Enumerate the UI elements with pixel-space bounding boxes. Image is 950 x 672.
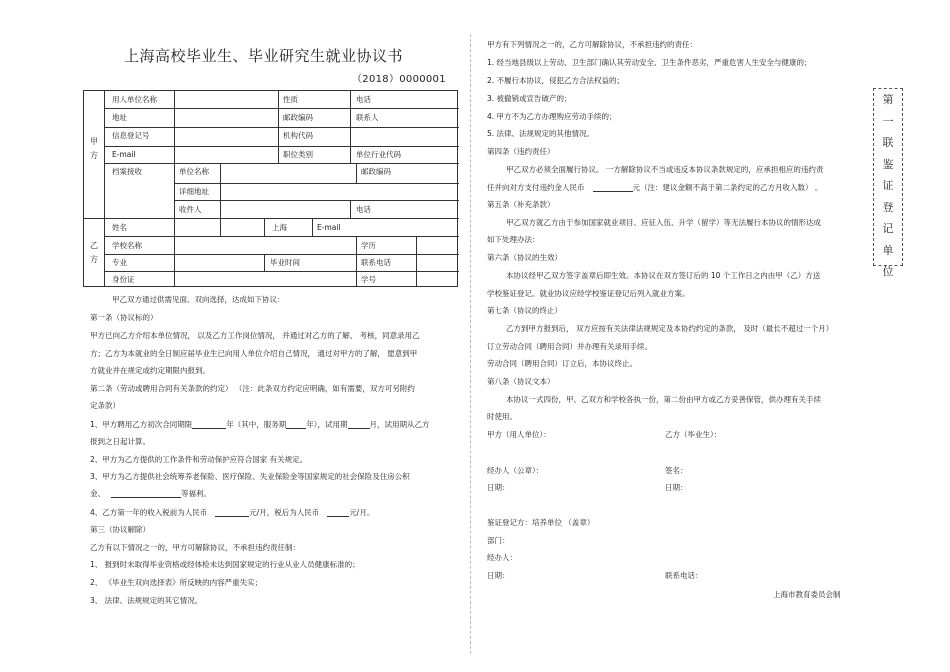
article-2-heading: 第二条（劳动或聘用合同有关条款的约定） （注：此条双方约定应明确，如有需要，双方可另附约 [90, 384, 415, 393]
certification-unit: 鉴证登记方：培养单位 （盖章） [487, 518, 595, 527]
label-archive-postcode: 邮政编码 [361, 167, 391, 176]
party-a-breach-3: 3. 被撤销或宣告破产的； [487, 94, 572, 103]
label-registration-no: 信息登记号 [112, 131, 150, 140]
article-5-line-2: 如下处理办法： [487, 235, 540, 244]
label-phone: 电话 [356, 95, 371, 104]
label-degree: 学历 [361, 241, 376, 250]
party-a-breach-4: 4. 甲方不为乙方办理购应劳动手续的； [487, 112, 617, 121]
label-archive-address: 详细地址 [179, 187, 209, 196]
party-a-breach-1: 1. 经当地县级以上劳动、卫生部门确认其劳动安全、卫生条件恶劣，严重危害人生安全与健康的； [487, 58, 812, 67]
issuer-text: 上海市教育委员会制 [773, 590, 841, 599]
article-5-line-1: 甲乙双方就乙方由于参加国家就业项目、应征入伍、升学（留学）等无法履行本协议的情形达成 [506, 218, 821, 227]
article-2-item-1-cont: 报到之日起计算。 [90, 437, 150, 446]
copy-label-char: 鉴 [882, 157, 894, 171]
agent-seal-label: 经办人（公章）： [487, 466, 544, 475]
label-email-b: E-mail [317, 223, 341, 232]
article-5-heading: 第五条（补充条款） [487, 200, 555, 209]
label-contact: 联系人 [356, 113, 379, 122]
label-address: 地址 [112, 113, 127, 122]
intro-text: 甲乙双方通过供需见面、双向选择，达成如下协议： [112, 295, 285, 304]
copy-label-char: 第 [882, 93, 894, 106]
label-graduation-time: 毕业时间 [270, 258, 300, 267]
signature-party-b: 乙方（毕业生）： [665, 430, 722, 439]
copy-label-char: 记 [882, 222, 894, 235]
article-1-line-3: 方就业并在规定或约定期限内报到。 [90, 366, 210, 375]
article-4-line-2: 任并向对方支付违约金人民币 元（注：建议金额不高于第二条约定的乙方月收入数） 。 [487, 183, 823, 192]
signature-label: 签名： [665, 466, 688, 475]
article-2-item-2: 2、甲方为乙方提供的工作条件和劳动保护应符合国家 有关规定。 [90, 455, 308, 464]
party-a-breach-2: 2. 不履行本协议，侵犯乙方合法权益的； [487, 76, 625, 85]
copy-label-char: 登 [882, 200, 894, 214]
signature-party-a: 甲方（用人单位）： [487, 430, 551, 439]
label-postcode: 邮政编码 [283, 113, 313, 122]
article-7-line-2: 订立劳动合同（聘用合同）并办理有关录用手续。 [487, 342, 652, 351]
label-archive-phone: 电话 [356, 205, 371, 214]
article-6-heading: 第六条（协议的生效） [487, 253, 562, 262]
label-email-a: E-mail [112, 150, 136, 159]
date-label-a: 日期： [487, 483, 510, 492]
label-contact-phone: 联系电话 [361, 258, 391, 267]
article-4-line-1: 甲乙双方必须全面履行协议。 一方解除协议不当或违反本协议条款规定的，应承担相应的违约责 [506, 165, 824, 174]
copy-label-char: 单 [882, 243, 894, 257]
copy-label-char: 位 [882, 265, 894, 278]
label-archive-receiver: 收件人 [179, 205, 202, 214]
article-1-line-1: 甲方已向乙方介绍本单位情况， 以及乙方工作岗位情况， 并通过对乙方的了解、 考核，同意录用乙 [90, 331, 420, 340]
copy-label-char: 一 [882, 114, 894, 128]
copy-label-box [873, 88, 903, 278]
article-8-heading: 第八条（协议文本） [487, 377, 555, 386]
date-label-c: 日期： [487, 571, 510, 580]
article-2-item-3: 3、甲方为乙方提供社会统筹养老保险、医疗保险、失业保险金等国家规定的社会保险及住房公积 [90, 472, 410, 481]
label-shanghai: 上海 [272, 223, 287, 232]
article-3-item-1: 1、 报到时未取得毕业资格或经体检未达到国家规定的行业从业人员健康标准的； [90, 560, 360, 569]
article-7-heading: 第七条（协议的终止） [487, 306, 562, 315]
department-label: 部门： [487, 536, 510, 545]
label-name: 姓名 [112, 223, 127, 232]
article-3-item-3: 3、 法律、法规规定的其它情况。 [90, 596, 203, 605]
article-8-line-2: 时使用。 [487, 412, 517, 421]
agent-label: 经办人： [487, 553, 517, 562]
copy-label-char: 证 [882, 179, 894, 192]
page-divider [470, 34, 471, 654]
article-1-line-2: 方；乙方为本就业的全日制应届毕业生已向用人单位介绍自己情况， 通过对甲方的了解， 愿意到甲 [90, 349, 418, 358]
label-student-no: 学号 [361, 275, 376, 284]
label-school: 学校名称 [112, 241, 142, 250]
article-2-item-4: 4、乙方第一年的收入税前为人民币 元/月，税后为人民币 元/月。 [90, 508, 375, 517]
article-4-heading: 第四条（违约责任） [487, 147, 555, 156]
article-8-line-1: 本协议一式四份，甲、乙双方和学校各执一份，第二份由甲方或乙方妥善保管，供办理有关手续 [506, 395, 821, 404]
article-6-line-1: 本协议经甲乙双方签字盖章后即生效。本协议在双方签订后的 10 个工作日之内由甲（乙）方送 [506, 271, 821, 280]
label-employer-name: 用人单位名称 [112, 95, 157, 104]
party-a-label: 甲方 [90, 137, 98, 160]
article-3-intro: 乙方有以下情况之一的，甲方可解除协议，不承担违约责任制： [90, 543, 300, 552]
label-nature: 性质 [283, 95, 298, 104]
label-archive-unit: 单位名称 [179, 167, 209, 176]
article-1-heading: 第一条（协议标的） [90, 313, 158, 322]
page-title: 上海高校毕业生、毕业研究生就业协议书 [124, 47, 404, 65]
article-3-item-2: 2、 《毕业生双向选择表》所反映的内容严重失实； [90, 578, 263, 587]
label-id-card: 身份证 [112, 275, 135, 284]
article-6-line-2: 学校鉴证登记。就业协议应经学校鉴证登记后列入就业方案。 [487, 289, 690, 298]
label-job-category: 职位类别 [283, 150, 313, 159]
label-major: 专业 [112, 258, 127, 267]
serial-number: （2018）0000001 [352, 74, 446, 85]
article-7-line-1: 乙方到甲方报到后， 双方应按有关法律法规规定及本协约约定的条款， 及时（最长不超过一个月） [506, 324, 834, 333]
party-a-breach-5: 5. 法律、法规规定的其他情况。 [487, 129, 595, 138]
label-org-code: 机构代码 [283, 131, 313, 140]
party-b-label: 乙方 [90, 241, 98, 264]
date-label-b: 日期： [665, 483, 688, 492]
article-7-line-3: 劳动合同（聘用合同）订立后，本协议终止。 [487, 359, 637, 368]
label-industry-code: 单位行业代码 [356, 150, 401, 159]
label-archive: 档案接收 [112, 167, 142, 176]
article-2-heading-cont: 定条款） [90, 401, 120, 410]
contact-phone-label: 联系电话： [665, 571, 703, 580]
article-2-item-3-cont: 金、 等福利。 [90, 489, 211, 498]
article-3-heading: 第三（协议解除） [90, 525, 150, 534]
info-table [83, 90, 458, 287]
article-2-item-1: 1、甲方聘用乙方初次合同期限 年（其中，服务期 年），试用期 月，试用期从乙方 [90, 420, 430, 429]
copy-label-char: 联 [882, 136, 894, 149]
party-a-breach-intro: 甲方有下列情况之一的，乙方可解除协议，不承担违约的责任： [487, 40, 697, 49]
